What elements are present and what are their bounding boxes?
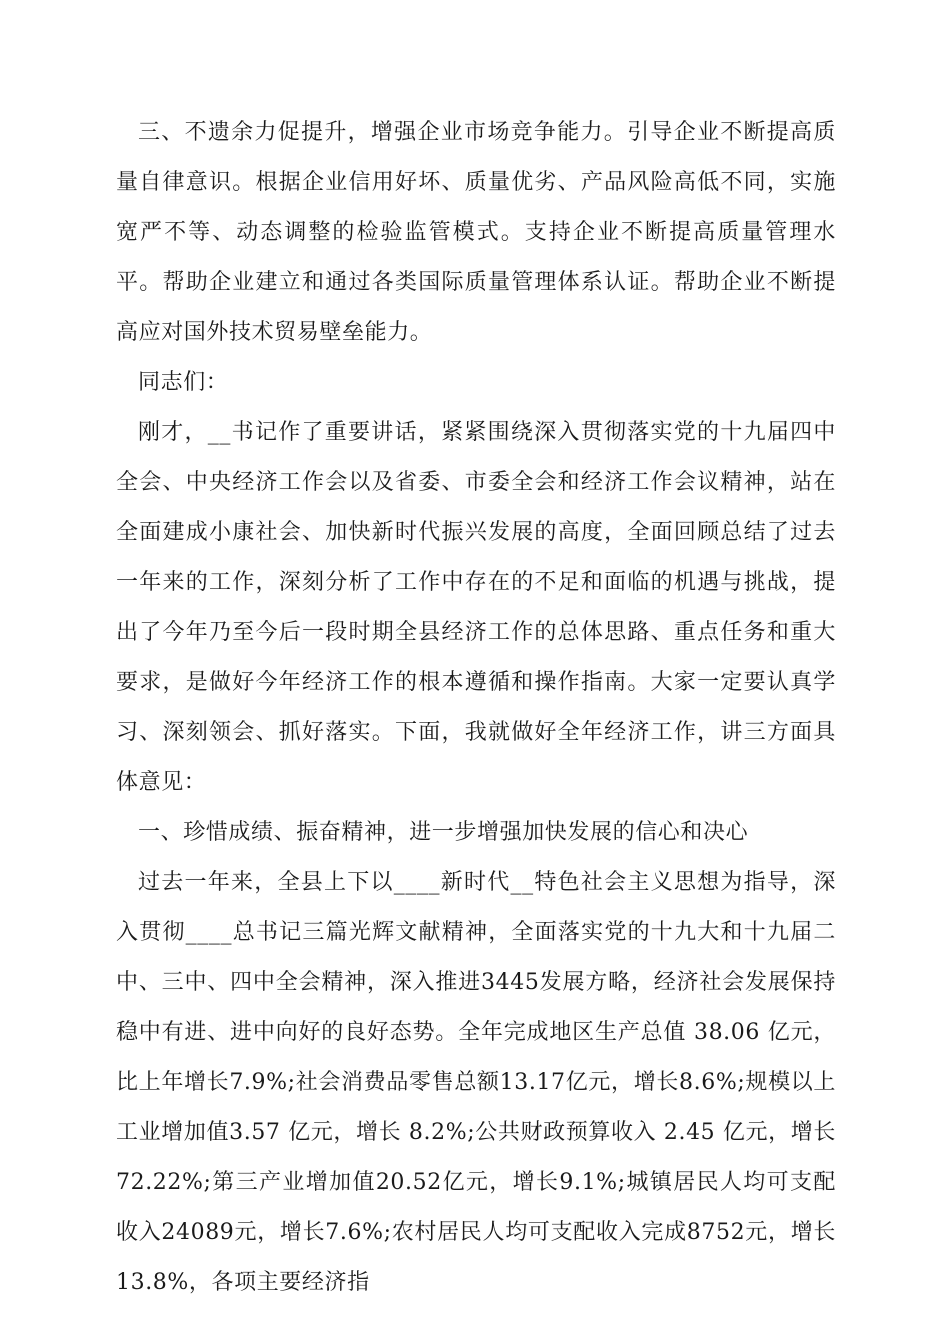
paragraph-salutation: 同志们： bbox=[138, 370, 229, 395]
paragraph-heading-one: 一、珍惜成绩、振奋精神，进一步增强加快发展的信心和决心 bbox=[138, 820, 749, 845]
paragraph-economic-review: 过去一年来，全县上下以____新时代__特色社会主义思想为指导，深入贯彻____总书记三篇光辉文献精神，全面落实党的十九大和十九届二中、三中、四中全会精神，深入推进3445发展方略，经济社会发展保持稳中有进、进中向好的良好态势。全年完成地区生产总值 38.06 亿元，比上年增长7.9%;社会消费品零售总额13.17亿元，增长8.6%;规模以上工业增加值3.57 亿元，增长 8.2%;公共财政预算收入 2.45 亿元，增长 72.22%;第三产业增加值20.52亿元，增长9.1%;城镇居民人均可支配收入24089元，增长7.6%;农村居民人均可支配收入完成8752元，增长13.8%，各项主要经济指 bbox=[116, 870, 836, 1295]
document-body bbox=[116, 108, 836, 1308]
paragraph-section-three: 三、不遗余力促提升，增强企业市场竞争能力。引导企业不断提高质量自律意识。根据企业信用好坏、质量优劣、产品风险高低不同，实施宽严不等、动态调整的检验监管模式。支持企业不断提高质量管理水平。帮助企业建立和通过各类国际质量管理体系认证。帮助企业不断提高应对国外技术贸易壁垒能力。 bbox=[116, 120, 836, 345]
paragraph-opening-remarks: 刚才，__书记作了重要讲话，紧紧围绕深入贯彻落实党的十九届四中全会、中央经济工作会以及省委、市委全会和经济工作会议精神，站在全面建成小康社会、加快新时代振兴发展的高度，全面回顾总结了过去一年来的工作，深刻分析了工作中存在的不足和面临的机遇与挑战，提出了今年乃至今后一段时期全县经济工作的总体思路、重点任务和重大要求，是做好今年经济工作的根本遵循和操作指南。大家一定要认真学习、深刻领会、抓好落实。下面，我就做好全年经济工作，讲三方面具体意见： bbox=[116, 420, 836, 795]
